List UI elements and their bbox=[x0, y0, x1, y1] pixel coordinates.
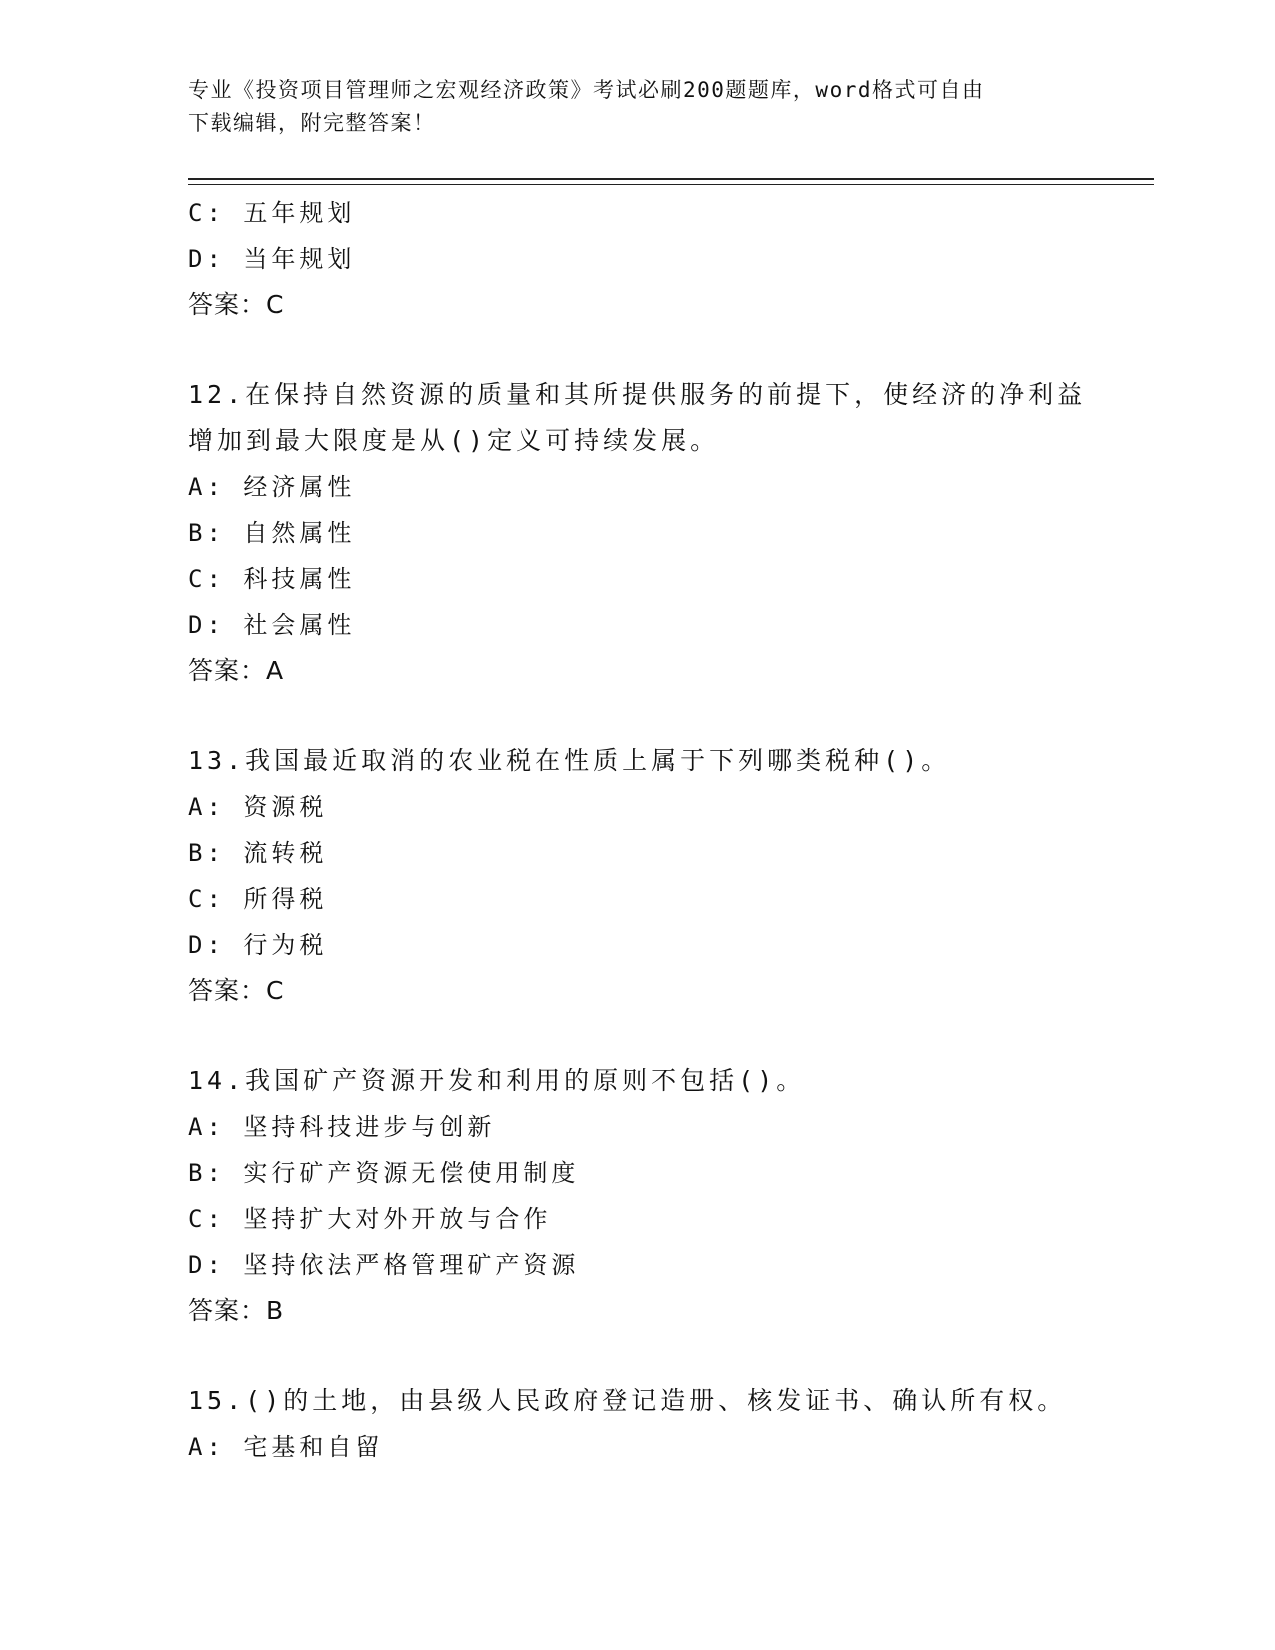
option-a: A: 资源税 bbox=[188, 793, 328, 821]
option-d: D: 社会属性 bbox=[188, 611, 356, 639]
question-stem-line-1: 13.我国最近取消的农业税在性质上属于下列哪类税种()。 bbox=[188, 746, 951, 775]
question-stem-line-1: 14.我国矿产资源开发和利用的原则不包括()。 bbox=[188, 1066, 806, 1095]
question-13 bbox=[188, 738, 1128, 1014]
option-c: C: 坚持扩大对外开放与合作 bbox=[188, 1205, 552, 1233]
option-d: D: 当年规划 bbox=[188, 245, 356, 273]
question-stem-line-2: 增加到最大限度是从()定义可持续发展。 bbox=[188, 426, 720, 455]
option-a: A: 坚持科技进步与创新 bbox=[188, 1113, 496, 1141]
spacer bbox=[188, 694, 1128, 738]
question-15 bbox=[188, 1378, 1128, 1470]
answer-line: 答案：B bbox=[188, 1296, 285, 1325]
document-header bbox=[188, 74, 1088, 140]
option-a: A: 宅基和自留 bbox=[188, 1433, 384, 1461]
header-line-2: 下载编辑，附完整答案！ bbox=[188, 111, 436, 135]
option-d: D: 坚持依法严格管理矿产资源 bbox=[188, 1251, 580, 1279]
spacer bbox=[188, 1334, 1128, 1378]
option-b: B: 实行矿产资源无偿使用制度 bbox=[188, 1159, 580, 1187]
answer-line: 答案：C bbox=[188, 976, 285, 1005]
question-list bbox=[188, 190, 1128, 1470]
spacer bbox=[188, 328, 1128, 372]
question-11 bbox=[188, 190, 1128, 328]
question-stem-line-1: 12.在保持自然资源的质量和其所提供服务的前提下，使经济的净利益 bbox=[188, 380, 1087, 409]
option-b: B: 流转税 bbox=[188, 839, 328, 867]
question-stem-line-1: 15.()的土地，由县级人民政府登记造册、核发证书、确认所有权。 bbox=[188, 1386, 1067, 1415]
header-divider-thin bbox=[188, 184, 1154, 185]
question-12 bbox=[188, 372, 1128, 694]
option-c: C: 科技属性 bbox=[188, 565, 356, 593]
option-b: B: 自然属性 bbox=[188, 519, 356, 547]
header-line-1: 专业《投资项目管理师之宏观经济政策》考试必刷200题题库，word格式可自由 bbox=[188, 78, 985, 102]
option-a: A: 经济属性 bbox=[188, 473, 356, 501]
answer-line: 答案：C bbox=[188, 290, 285, 319]
option-c: C: 五年规划 bbox=[188, 199, 356, 227]
header-divider-thick bbox=[188, 178, 1154, 180]
question-14 bbox=[188, 1058, 1128, 1334]
option-c: C: 所得税 bbox=[188, 885, 328, 913]
answer-line: 答案：A bbox=[188, 656, 285, 685]
option-d: D: 行为税 bbox=[188, 931, 328, 959]
spacer bbox=[188, 1014, 1128, 1058]
